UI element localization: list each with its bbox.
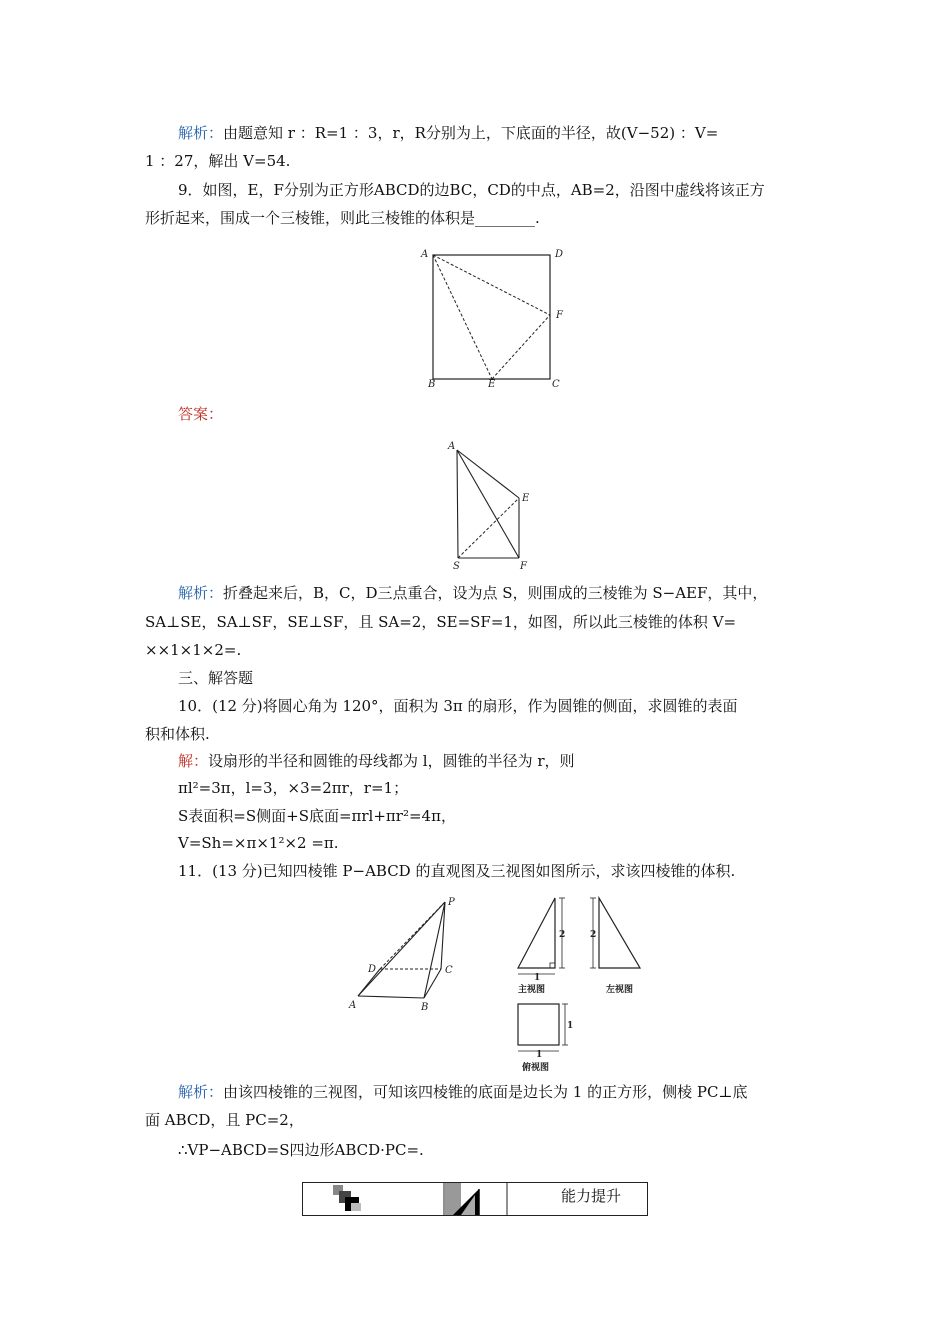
top-view-dim-width: 1 — [536, 1050, 543, 1060]
fig1-label-d: D — [555, 249, 564, 260]
q9-analysis-text-1: 折叠起来后，B，C，D三点重合，设为点 S，则围成的三棱锥为 S−AEF，其中， — [223, 584, 768, 602]
q10-solution-line-4: V=Sh=×π×1²×2 =π. — [178, 834, 339, 852]
q10-question-line-2: 积和体积. — [145, 725, 210, 743]
q10-solution-line-2: πl²=3π，l=3，×3=2πr，r=1； — [178, 779, 409, 797]
pyramid-perspective-figure — [344, 894, 462, 1016]
q11-analysis-text-1: 由该四棱锥的三视图，可知该四棱锥的底面是边长为 1 的正方形，侧棱 PC⊥底 — [223, 1083, 748, 1101]
fig1-label-a: A — [421, 249, 429, 260]
q11-analysis-line-1 — [178, 1082, 838, 1102]
q11-analysis-line-2: 面 ABCD，且 PC=2， — [145, 1111, 304, 1129]
square-fold-figure — [418, 246, 570, 391]
q10-question-line-1: 10．(12 分)将圆心角为 120°，面积为 3π 的扇形，作为圆锥的侧面，求圆锥的表面 — [178, 697, 738, 715]
analysis-label: 解析： — [178, 124, 224, 142]
top-view-dim-height: 1 — [567, 1021, 574, 1031]
left-view-figure — [586, 892, 648, 998]
fig2-label-e: E — [522, 493, 530, 504]
q11-question-line-1: 11．(13 分)已知四棱锥 P−ABCD 的直观图及三视图如图所示，求该四棱锥的体积. — [178, 862, 736, 880]
fig2-label-s: S — [453, 561, 460, 570]
fig2-label-f: F — [520, 561, 527, 570]
banner-decoration-icon — [303, 1183, 509, 1215]
fig3-label-a: A — [349, 1000, 357, 1011]
q9-analysis-line-3: ××1×1×2=. — [145, 641, 242, 659]
fig3-label-p: P — [448, 897, 455, 908]
q8-analysis-line-2: 1 ：27，解出 V=54. — [145, 152, 291, 170]
front-view-dim-width: 1 — [534, 973, 541, 983]
fig1-label-f: F — [556, 310, 563, 321]
fig1-label-e: E — [488, 379, 496, 390]
front-view-caption: 主视图 — [518, 985, 546, 995]
fig3-label-d: D — [368, 964, 377, 975]
pyramid-figure — [440, 438, 540, 570]
q11-analysis-line-3: ∴VP−ABCD=S四边形ABCD·PC=. — [178, 1141, 424, 1159]
left-view-dim-height: 2 — [590, 930, 597, 940]
answer-label: 答案： — [178, 405, 224, 423]
front-view-figure — [512, 892, 580, 998]
q8-analysis-line-1 — [178, 123, 838, 143]
section-banner — [302, 1182, 648, 1216]
analysis-label: 解析： — [178, 584, 224, 602]
section-heading: 三、解答题 — [178, 669, 254, 687]
fig3-label-c: C — [445, 965, 453, 976]
q10-solution-text-1: 设扇形的半径和圆锥的母线都为 l，圆锥的半径为 r，则 — [208, 752, 575, 770]
front-view-dim-height: 2 — [559, 930, 566, 940]
banner-title: 能力提升 — [561, 1187, 622, 1205]
fig1-label-b: B — [428, 379, 436, 390]
q8-analysis-text-1: 由题意知 r ：R=1 ：3，r，R分别为上，下底面的半径，故(V−52) ：V= — [223, 124, 719, 142]
q10-solution-line-3: S表面积=S侧面+S底面=πrl+πr²=4π， — [178, 807, 456, 825]
q9-analysis-line-2: SA⊥SE，SA⊥SF，SE⊥SF，且 SA=2，SE=SF=1，如图，所以此三棱锥的体积 V= — [145, 613, 737, 631]
left-view-caption: 左视图 — [606, 985, 634, 995]
solution-label: 解： — [178, 752, 209, 770]
q10-solution-line-1 — [178, 751, 838, 771]
q9-answer-line — [178, 404, 838, 424]
fig3-label-b: B — [421, 1002, 429, 1013]
fig1-label-c: C — [552, 379, 560, 390]
q9-question-line-1: 9．如图，E，F分别为正方形ABCD的边BC，CD的中点，AB=2，沿图中虚线将该正方 — [178, 181, 765, 199]
q9-question-line-2: 形折起来，围成一个三棱锥，则此三棱锥的体积是________. — [145, 209, 540, 227]
top-view-figure — [512, 1000, 578, 1076]
analysis-label: 解析： — [178, 1083, 224, 1101]
q9-analysis-line-1 — [178, 583, 838, 603]
top-view-caption: 俯视图 — [522, 1063, 550, 1073]
fig2-label-a: A — [448, 441, 456, 452]
